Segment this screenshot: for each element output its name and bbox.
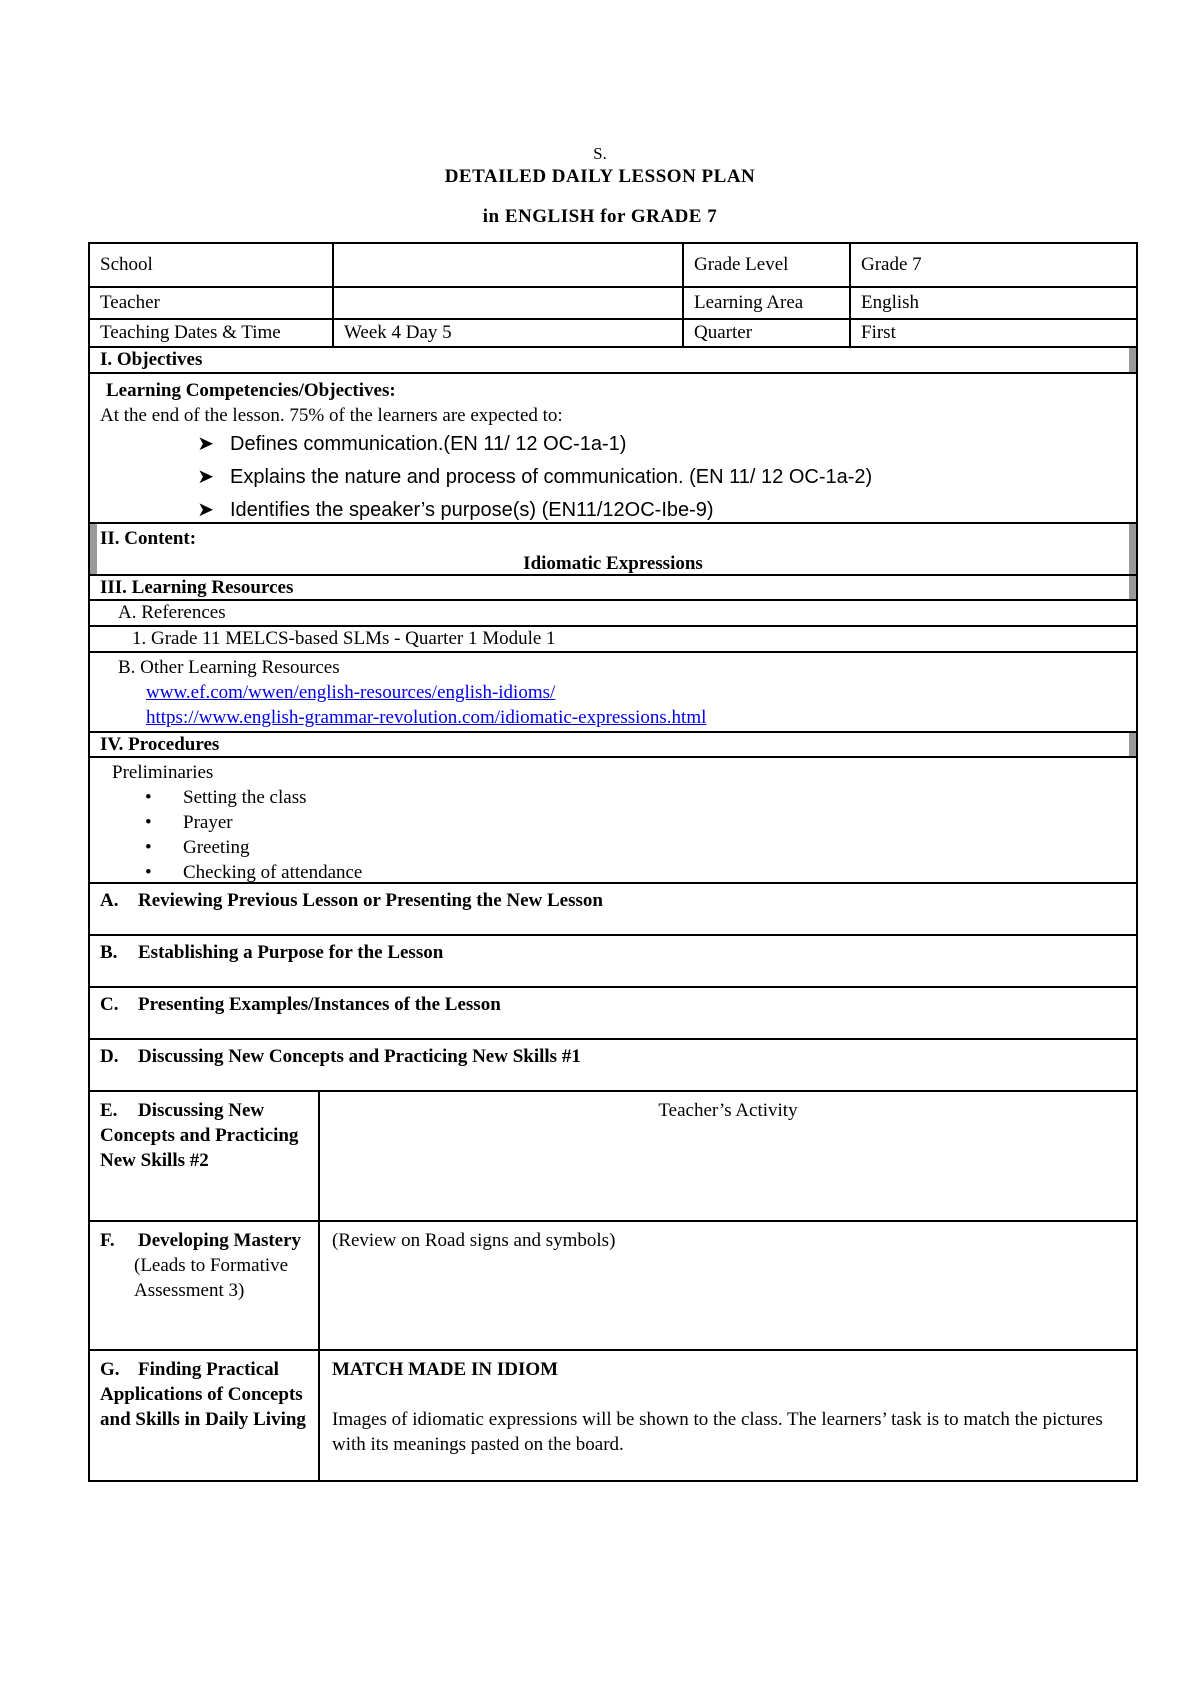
- teacher-label: Teacher: [90, 288, 334, 318]
- procedure-f-note: (Leads to Formative Assessment 3): [134, 1255, 289, 1301]
- preliminary-item: • Greeting: [145, 837, 250, 858]
- procedure-f-label: F. Developing Mastery (Leads to Formative Assessment 3): [90, 1222, 320, 1349]
- procedures-heading-text: IV. Procedures: [100, 734, 220, 755]
- other-resources-label: B. Other Learning Resources: [118, 657, 340, 678]
- dates-value: Week 4 Day 5: [334, 320, 684, 346]
- preliminaries-label: Preliminaries: [112, 762, 214, 783]
- activity-description: Images of idiomatic expressions will be shown to the class. The learners’ task is to match the pictures with its meanings pasted on the board.: [332, 1409, 1103, 1455]
- objective-item-2: ➤ Explains the nature and process of communication. (EN 11/ 12 OC-1a-2): [90, 461, 1136, 494]
- bullet-icon: •: [145, 787, 152, 808]
- reference-item-1: 1. Grade 11 MELCS-based SLMs - Quarter 1 Module 1: [90, 627, 1136, 653]
- resources-heading-text: III. Learning Resources: [100, 577, 294, 598]
- arrow-bullet-icon: ➤: [197, 433, 214, 455]
- arrow-bullet-icon: ➤: [197, 499, 214, 521]
- procedure-d: D. Discussing New Concepts and Practicing New Skills #1: [90, 1040, 1136, 1092]
- grade-value: Grade 7: [861, 254, 922, 275]
- objectives-heading-text: I. Objectives: [100, 349, 203, 370]
- procedure-b: B. Establishing a Purpose for the Lesson: [90, 936, 1136, 988]
- procedure-e-label: E. Discussing New Concepts and Practicing New Skills #2: [90, 1092, 320, 1220]
- bullet-icon: •: [145, 862, 152, 883]
- procedure-c: C. Presenting Examples/Instances of the Lesson: [90, 988, 1136, 1040]
- content-section: [90, 524, 1136, 576]
- school-label: School: [90, 244, 334, 286]
- objective-item-1: ➤ Defines communication.(EN 11/ 12 OC-1a-1): [90, 428, 1136, 461]
- preliminary-item: • Prayer: [145, 812, 233, 833]
- area-label: Learning Area: [684, 288, 851, 318]
- info-row-teacher: [90, 288, 1136, 320]
- resource-link-1[interactable]: www.ef.com/wwen/english-resources/english-idioms/: [146, 682, 556, 703]
- area-value: English: [861, 292, 920, 313]
- teachers-activity-header: Teacher’s Activity: [658, 1100, 798, 1121]
- procedure-e: [90, 1092, 1136, 1222]
- document-title: DETAILED DAILY LESSON PLAN: [444, 166, 756, 187]
- resource-link-2[interactable]: https://www.english-grammar-revolution.com/idiomatic-expressions.html: [146, 707, 707, 728]
- procedure-f: [90, 1222, 1136, 1351]
- other-resources: [90, 653, 1136, 733]
- preliminary-item: • Checking of attendance: [145, 862, 363, 883]
- procedures-heading: [90, 733, 1136, 758]
- resources-heading: [90, 576, 1136, 601]
- bullet-icon: •: [145, 837, 152, 858]
- content-heading: II. Content:: [100, 528, 197, 549]
- info-row-dates: [90, 320, 1136, 348]
- quarter-value: First: [861, 322, 896, 343]
- procedure-a: A. Reviewing Previous Lesson or Presenting the New Lesson: [90, 884, 1136, 936]
- procedure-g-activity: [320, 1351, 1136, 1480]
- content-topic: Idiomatic Expressions: [523, 553, 703, 574]
- procedure-f-activity: (Review on Road signs and symbols): [332, 1230, 616, 1251]
- references-label: A. References: [90, 601, 1136, 627]
- objectives-intro: At the end of the lesson. 75% of the learners are expected to:: [100, 405, 563, 426]
- header-mark: S.: [593, 144, 607, 163]
- teacher-value: [334, 288, 684, 318]
- procedure-g: [90, 1351, 1136, 1482]
- school-value: [334, 244, 684, 286]
- arrow-bullet-icon: ➤: [197, 466, 214, 488]
- objective-item-3: ➤ Identifies the speaker’s purpose(s) (EN11/12OC-Ibe-9): [90, 494, 1136, 527]
- objectives-heading: [90, 348, 1136, 374]
- preliminaries: [90, 758, 1136, 884]
- competencies-label: Learning Competencies/Objectives:: [106, 380, 396, 401]
- info-row-school: [90, 244, 1136, 288]
- dates-label: Teaching Dates & Time: [90, 320, 334, 346]
- document-subtitle: in ENGLISH for GRADE 7: [482, 206, 718, 227]
- preliminary-item: • Setting the class: [145, 787, 307, 808]
- procedure-g-label: G. Finding Practical Applications of Concepts and Skills in Daily Living: [90, 1351, 320, 1480]
- bullet-icon: •: [145, 812, 152, 833]
- lesson-plan-table: [88, 242, 1138, 1482]
- grade-label: Grade Level: [684, 244, 851, 286]
- quarter-label: Quarter: [684, 320, 851, 346]
- activity-title: MATCH MADE IN IDIOM: [332, 1359, 559, 1380]
- objectives-body: [90, 374, 1136, 524]
